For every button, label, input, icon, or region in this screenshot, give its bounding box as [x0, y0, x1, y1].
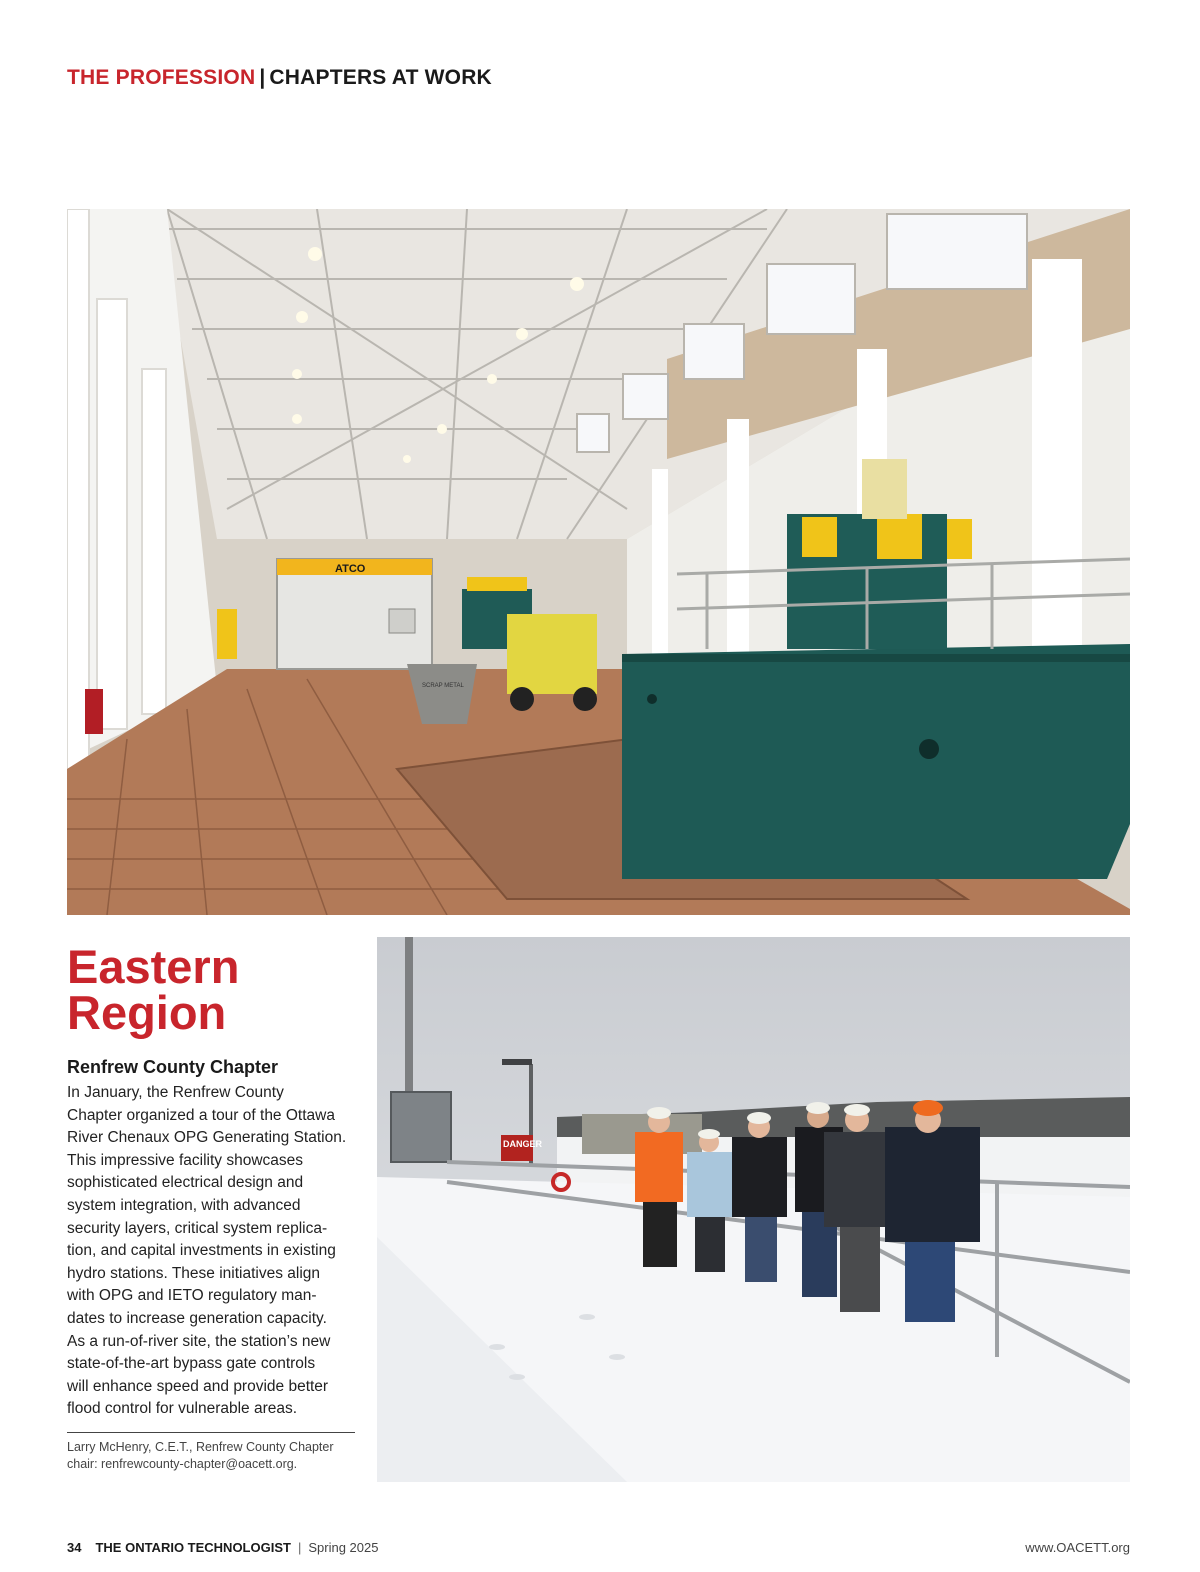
- atco-sign: ATCO: [335, 563, 366, 575]
- scrap-bin-label: SCRAP METAL: [422, 683, 464, 689]
- footer-separator: |: [297, 1540, 302, 1555]
- body-line: with OPG and IETO regulatory man-: [67, 1287, 317, 1305]
- issue-label: Spring 2025: [308, 1540, 379, 1555]
- subsection-label: CHAPTERS AT WORK: [269, 66, 492, 89]
- body-line: state-of-the-art bypass gate controls: [67, 1355, 316, 1373]
- body-line: sophisticated electrical design and: [67, 1174, 304, 1192]
- article-body: [67, 1082, 359, 1421]
- body-line: tion, and capital investments in existing: [67, 1242, 336, 1260]
- body-line: As a run-of-river site, the station’s new: [67, 1332, 331, 1350]
- page-footer: [67, 1540, 378, 1555]
- chapter-heading: Renfrew County Chapter: [67, 1057, 279, 1077]
- body-line: flood control for vulnerable areas.: [67, 1400, 298, 1418]
- page-number: 34: [67, 1540, 82, 1555]
- body-line: dates to increase generation capacity.: [67, 1309, 327, 1327]
- region-title-line-2: Region: [67, 986, 227, 1039]
- body-line: security layers, critical system replica-: [67, 1219, 328, 1237]
- danger-sign: DANGER: [503, 1139, 543, 1149]
- body-line: hydro stations. These initiatives align: [67, 1264, 321, 1282]
- header-separator: |: [259, 66, 266, 89]
- body-line: River Chenaux OPG Generating Station.: [67, 1129, 347, 1147]
- body-line: This impressive facility showcases: [67, 1151, 304, 1169]
- region-title-line-1: Eastern: [67, 940, 240, 993]
- body-line: Chapter organized a tour of the Ottawa: [67, 1106, 335, 1124]
- body-line: In January, the Renfrew County: [67, 1084, 284, 1101]
- body-line: system integration, with advanced: [67, 1196, 301, 1214]
- byline: [67, 1439, 367, 1473]
- group-photo: [377, 937, 1130, 1482]
- body-line: will enhance speed and provide better: [67, 1377, 329, 1395]
- section-label: THE PROFESSION: [67, 66, 256, 89]
- byline-line-2: chair: renfrewcounty-chapter@oacett.org.: [67, 1457, 298, 1471]
- turbine-hall-photo: [67, 209, 1130, 915]
- website-link[interactable]: www.OACETT.org: [1025, 1540, 1130, 1555]
- region-title: [67, 940, 367, 1039]
- magazine-title: THE ONTARIO TECHNOLOGIST: [95, 1540, 291, 1555]
- byline-line-1: Larry McHenry, C.E.T., Renfrew County Chapter: [67, 1440, 334, 1454]
- section-header: [67, 66, 492, 90]
- byline-divider: [67, 1432, 355, 1433]
